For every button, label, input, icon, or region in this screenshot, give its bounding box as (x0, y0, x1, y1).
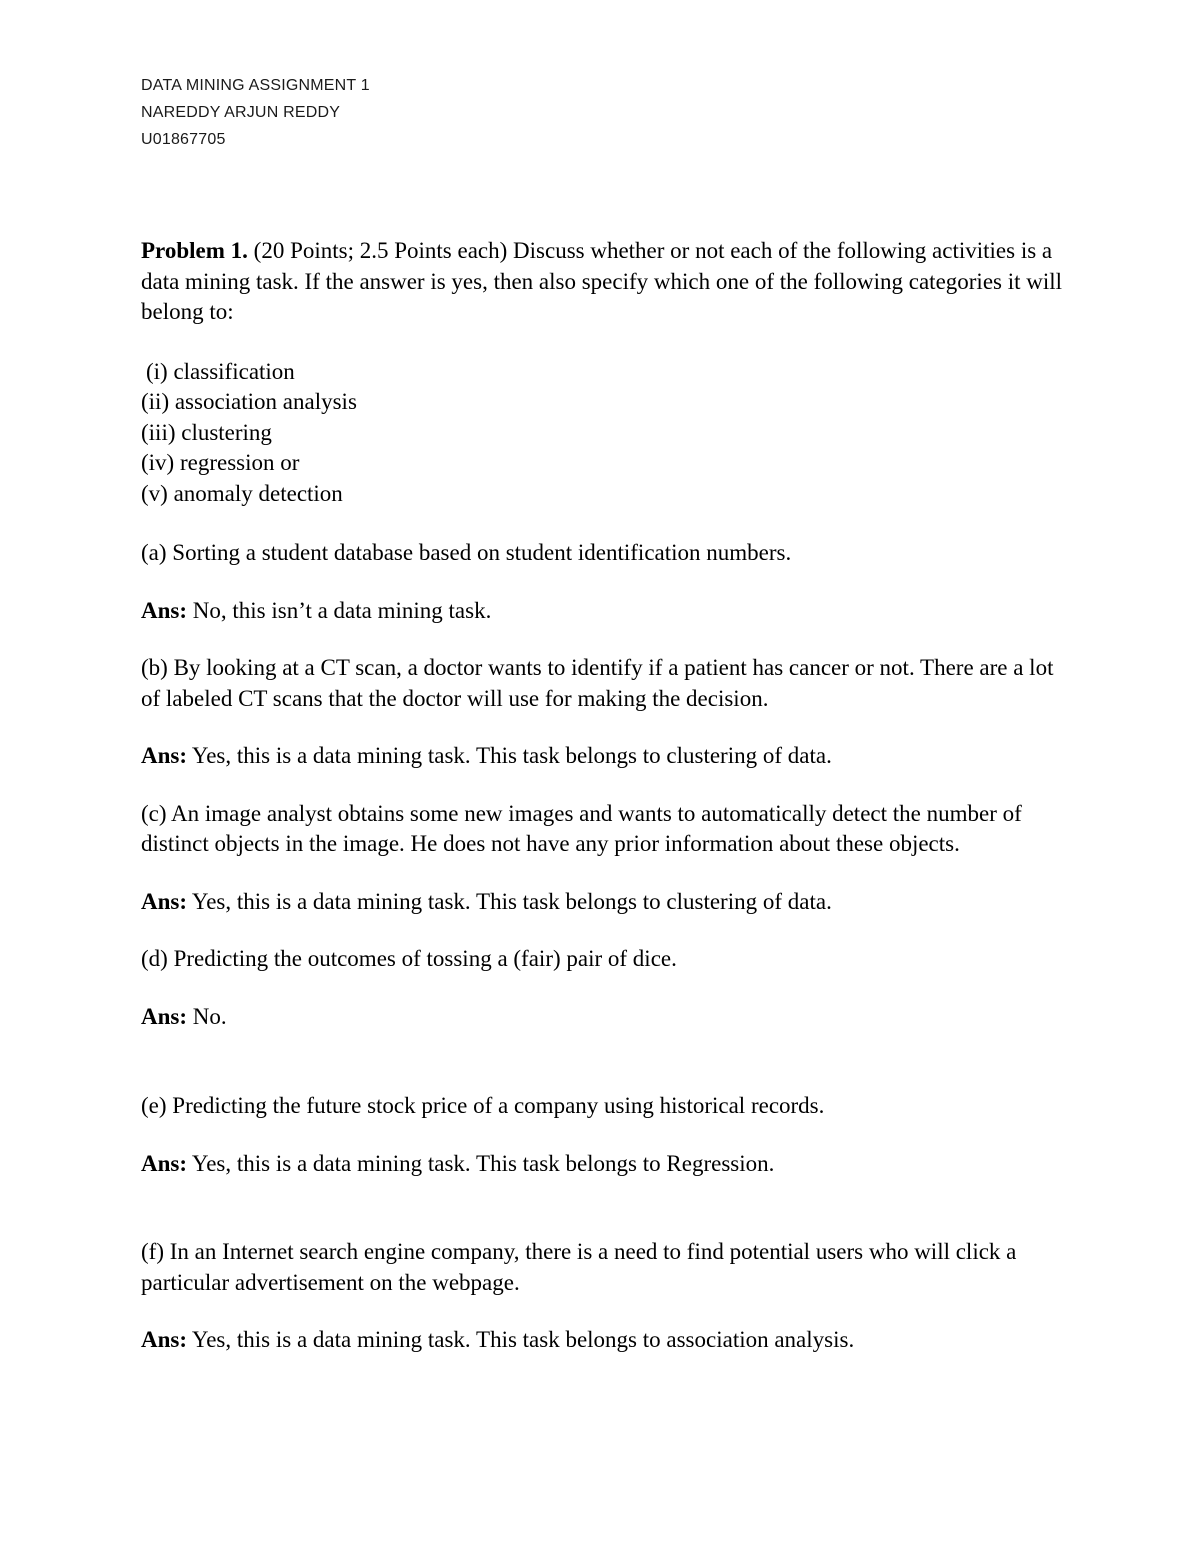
answer-text: Yes, this is a data mining task. This task belongs to clustering of data. (187, 743, 832, 768)
course-title: DATA MINING ASSIGNMENT 1 (141, 77, 370, 94)
answer-text: Yes, this is a data mining task. This task belongs to clustering of data. (187, 888, 832, 914)
category-item: (i) classification (146, 358, 295, 384)
answer-label: Ans: (141, 743, 188, 768)
answer-text: Yes, this is a data mining task. This task belongs to Regression. (187, 1150, 775, 1176)
document-header (141, 72, 370, 153)
answer-text: No, this isn’t a data mining task. (187, 597, 492, 623)
category-item: (ii) association analysis (141, 389, 357, 414)
category-item: (v) anomaly detection (141, 480, 343, 506)
category-item: (iv) regression or (141, 450, 300, 475)
question-c: (c) An image analyst obtains some new images and wants to automatically detect the number of distinct objects in the image. He does not have any prior information about these objects. (141, 800, 1022, 856)
question-e: (e) Predicting the future stock price of a company using historical records. (141, 1093, 825, 1118)
answer-b (141, 741, 1071, 772)
student-id: U01867705 (141, 131, 226, 148)
category-list (141, 357, 1071, 510)
answer-label: Ans: (141, 888, 188, 914)
answer-label: Ans: (141, 1327, 188, 1352)
answer-e (141, 1149, 1071, 1180)
question-b: (b) By looking at a CT scan, a doctor wants to identify if a patient has cancer or not. There are a lot of labeled CT scans that the doctor will use for making the decision. (141, 655, 1054, 711)
answer-text: No. (187, 1003, 227, 1029)
answer-a (141, 596, 1071, 627)
question-a: (a) Sorting a student database based on student identification numbers. (141, 540, 792, 565)
category-item: (iii) clustering (141, 419, 272, 445)
answer-label: Ans: (141, 597, 188, 623)
answer-label: Ans: (141, 1150, 188, 1176)
answer-f (141, 1325, 1071, 1356)
problem-prompt: (20 Points; 2.5 Points each) Discuss whether or not each of the following activities is a data mining task. If the answer is yes, then also specify which one of the following categories it will belong to: (141, 238, 1063, 324)
answer-label: Ans: (141, 1003, 188, 1029)
problem-statement (141, 236, 1071, 328)
document-body (141, 236, 1071, 1356)
question-d: (d) Predicting the outcomes of tossing a (fair) pair of dice. (141, 946, 677, 971)
question-f: (f) In an Internet search engine company, there is a need to find potential users who will click a particular advertisement on the webpage. (141, 1239, 1017, 1295)
student-name: NAREDDY ARJUN REDDY (141, 104, 341, 121)
answer-c (141, 887, 1071, 918)
answer-d (141, 1002, 1071, 1033)
problem-label: Problem 1. (141, 238, 248, 263)
answer-text: Yes, this is a data mining task. This task belongs to association analysis. (187, 1327, 855, 1352)
